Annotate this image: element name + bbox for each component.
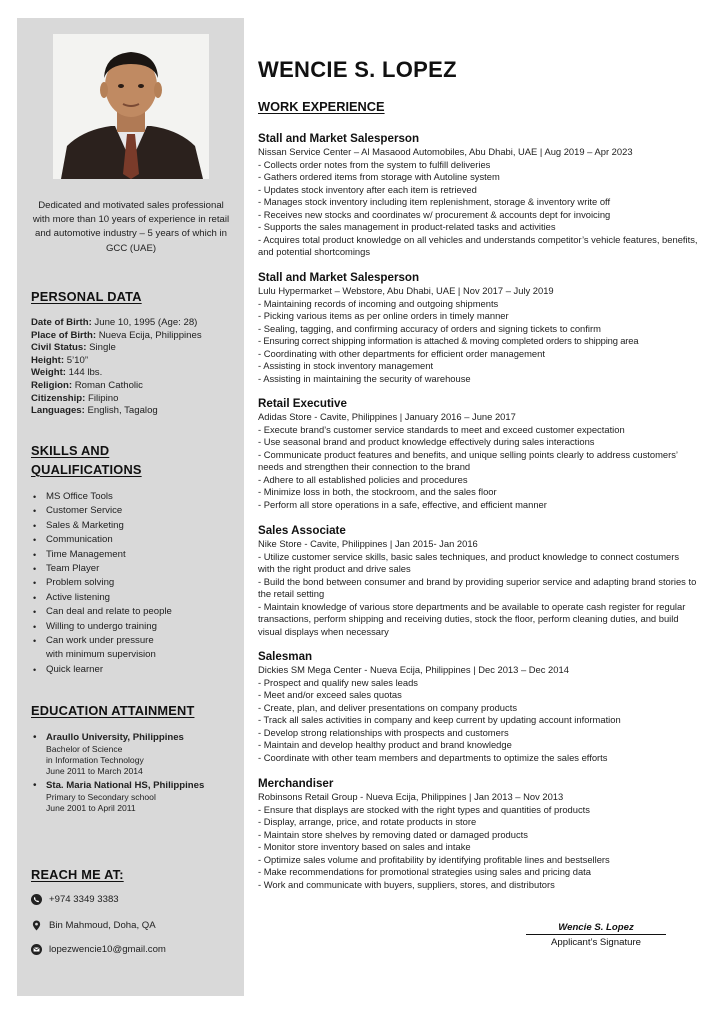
profile-summary: Dedicated and motivated sales professional with more than 10 years of experience in retail and automotive industry – 5 years of which in GCC (UAE) xyxy=(32,200,230,254)
job-title: Salesman xyxy=(258,650,313,663)
job-entry xyxy=(258,650,698,764)
personal-row: Citizenship: Filipino xyxy=(31,392,119,404)
job-duty: - Coordinating with other departments for efficient order management xyxy=(258,347,545,359)
job-duty: - Display, arrange, price, and rotate products in store xyxy=(258,816,477,827)
profile-photo xyxy=(53,34,209,179)
email-icon xyxy=(31,944,42,955)
location-pin-icon xyxy=(31,920,42,931)
phone-icon xyxy=(31,894,42,905)
email-address[interactable]: lopezwencie10@gmail.com xyxy=(49,944,166,955)
job-duty: - Develop strong relationships with prospects and customers xyxy=(258,726,509,738)
job-duty: - Build the bond between consumer and brand by providing superior service and adapting brand stories to the retail setting xyxy=(258,575,697,599)
job-title: Sales Associate xyxy=(258,524,346,537)
skill-item: • Communication xyxy=(31,533,241,547)
contact-phone xyxy=(31,894,241,905)
job-duty: - Collects order notes from the system to fulfill deliveries xyxy=(258,158,491,170)
signature-label: Applicant’s Signature xyxy=(551,937,641,948)
skill-item: • Can deal and relate to people xyxy=(31,605,241,619)
education-detail: Bachelor of Science xyxy=(46,744,123,754)
skill-item: • Sales & Marketing xyxy=(31,519,241,533)
address-text: Bin Mahmoud, Doha, QA xyxy=(49,920,156,931)
job-duty: - Optimize sales volume and profitability by identifying profitable lines and bestsellers xyxy=(258,853,610,865)
job-duty: - Minimize loss in both, the stockroom, and the sales floor xyxy=(258,486,497,497)
job-title: Stall and Market Salesperson xyxy=(258,271,420,284)
job-duty: - Maintain and develop healthy product and brand knowledge xyxy=(258,739,512,750)
job-title: Merchandiser xyxy=(258,777,334,790)
signature-name: Wencie S. Lopez xyxy=(526,922,666,935)
job-duty: - Track all sales activities in company and keep current by updating account information xyxy=(258,714,621,725)
job-meta: Nissan Service Center – Al Masaood Automobiles, Abu Dhabi, UAE | Aug 2019 – Apr 2023 xyxy=(258,146,633,157)
job-duty: - Sealing, tagging, and confirming accuracy of orders and signing tickets to confirm xyxy=(258,322,601,334)
education-heading: EDUCATION ATTAINMENT xyxy=(31,703,195,718)
job-duty: - Monitor store inventory based on sales and intake xyxy=(258,841,471,852)
personal-row: Religion: Roman Catholic xyxy=(31,379,143,391)
job-duty: - Meet and/or exceed sales quotas xyxy=(258,689,402,700)
education-item xyxy=(31,780,241,814)
skill-item: • MS Office Tools xyxy=(31,490,241,504)
job-meta: Robinsons Retail Group - Nueva Ecija, Philippines | Jan 2013 – Nov 2013 xyxy=(258,791,564,802)
phone-number[interactable]: +974 3349 3383 xyxy=(49,894,119,905)
job-entry xyxy=(258,397,698,511)
job-duty: - Picking various items as per online orders in timely manner xyxy=(258,310,509,321)
contact-address xyxy=(31,920,241,931)
education-detail: in Information Technology xyxy=(46,755,144,766)
personal-data-heading: PERSONAL DATA xyxy=(31,289,142,304)
job-entry xyxy=(258,271,698,385)
skill-item-continued: with minimum supervision xyxy=(46,649,156,661)
job-duty: - Receives new stocks and coordinates w/ procurement & accounts dept for invoicing xyxy=(258,208,611,220)
job-entry xyxy=(258,777,698,891)
job-meta: Dickies SM Mega Center - Nueva Ecija, Philippines | Dec 2013 – Dec 2014 xyxy=(258,664,569,675)
job-duty: - Acquires total product knowledge on all vehicles and understands competitor’s vehicle features, benefits, and potential shortcomings xyxy=(258,233,698,257)
job-duty: - Communicate product features and benefits, and unique selling points clearly to address customers’ needs and strengthen their connection to the brand xyxy=(258,448,678,472)
personal-row: Place of Birth: Nueva Ecija, Philippines xyxy=(31,329,202,341)
job-duty: - Utilize customer service skills, basic sales techniques, and product knowledge to connect costumers with the right product and drive sales xyxy=(258,550,680,574)
personal-row: Languages: English, Tagalog xyxy=(31,405,158,417)
job-duty: - Supports the sales management in product-related tasks and activities xyxy=(258,221,556,232)
skill-item: • Willing to undergo training xyxy=(31,620,241,634)
job-duty: - Updates stock inventory after each item is retrieved xyxy=(258,183,477,195)
personal-row: Date of Birth: June 10, 1995 (Age: 28) xyxy=(31,317,198,328)
job-title: Retail Executive xyxy=(258,397,347,410)
work-experience-heading: WORK EXPERIENCE xyxy=(258,99,385,114)
job-duty: - Create, plan, and deliver presentations on company products xyxy=(258,701,518,713)
personal-row: Weight: 144 lbs. xyxy=(31,367,103,379)
job-duty: - Gathers ordered items from storage with Autoline system xyxy=(258,171,500,182)
job-title: Stall and Market Salesperson xyxy=(258,132,420,145)
job-duty: - Maintain store shelves by removing dated or damaged products xyxy=(258,828,528,840)
job-duty: - Coordinate with other team members and departments to optimize the sales efforts xyxy=(258,751,608,763)
job-duty: - Maintaining records of incoming and outgoing shipments xyxy=(258,297,499,309)
job-meta: Nike Store - Cavite, Philippines | Jan 2015- Jan 2016 xyxy=(258,538,478,549)
job-meta: Adidas Store - Cavite, Philippines | January 2016 – June 2017 xyxy=(258,411,516,422)
skills-heading-line2: QUALIFICATIONS xyxy=(31,462,142,477)
contact-email xyxy=(31,944,241,955)
education-detail: Primary to Secondary school xyxy=(46,791,156,802)
job-duty: - Assisting in stock inventory management xyxy=(258,360,434,371)
job-duty: - Execute brand’s customer service standards to meet and exceed customer expectation xyxy=(258,423,625,435)
education-dates: June 2011 to March 2014 xyxy=(46,766,143,777)
job-entry xyxy=(258,132,698,259)
skill-item: • Problem solving xyxy=(31,576,241,590)
job-duty: - Ensure that displays are stocked with the right types and quantities of products xyxy=(258,803,590,815)
personal-row: Civil Status: Single xyxy=(31,342,116,354)
skill-item: • Can work under pressure xyxy=(31,634,241,648)
skills-heading-line1: SKILLS AND xyxy=(31,443,110,458)
job-duty: - Manages stock inventory including item replenishment, storage & inventory write off xyxy=(258,196,611,207)
job-duty: - Make recommendations for promotional strategies using sales and pricing data xyxy=(258,866,591,877)
job-duty: - Use seasonal brand and product knowledge effectively during sales interactions xyxy=(258,436,595,447)
skill-item: • Team Player xyxy=(31,562,241,576)
job-duty: - Work and communicate with buyers, suppliers, stores, and distributors xyxy=(258,878,555,890)
skill-item: • Quick learner xyxy=(31,663,241,677)
education-list xyxy=(31,732,241,816)
job-duty: - Assisting in maintaining the security of warehouse xyxy=(258,372,471,384)
personal-row: Height: 5’10” xyxy=(31,354,89,366)
job-duty: - Maintain knowledge of various store departments and be available to operate cash register for regular transactions, perform shipping and receiving duties, stock the floor, perform cleaning duties, and build visual displays when necessary xyxy=(258,600,686,637)
skill-item: • Customer Service xyxy=(31,504,241,518)
job-duty: - Perform all store operations in a safe, effective, and efficient manner xyxy=(258,498,547,510)
contact-heading: REACH ME AT: xyxy=(31,867,124,882)
school-name: • Araullo University, Philippines xyxy=(46,732,184,743)
school-name: • Sta. Maria National HS, Philippines xyxy=(46,779,205,791)
skill-item: • Active listening xyxy=(31,591,241,605)
personal-data xyxy=(31,317,241,418)
job-duty: - Adhere to all established policies and procedures xyxy=(258,473,468,485)
job-duty: - Ensuring correct shipping information is attached & moving completed orders to shipping area xyxy=(258,335,639,346)
education-dates: June 2001 to April 2011 xyxy=(46,802,136,813)
signature-block xyxy=(526,922,666,948)
skills-list xyxy=(31,490,241,677)
job-entry xyxy=(258,524,698,638)
applicant-name: WENCIE S. LOPEZ xyxy=(258,57,457,82)
job-duty: - Prospect and qualify new sales leads xyxy=(258,676,418,688)
education-item xyxy=(31,732,241,778)
sidebar xyxy=(17,18,244,996)
job-meta: Lulu Hypermarket – Webstore, Abu Dhabi, UAE | Nov 2017 – July 2019 xyxy=(258,285,554,296)
skill-item: • Time Management xyxy=(31,548,241,562)
